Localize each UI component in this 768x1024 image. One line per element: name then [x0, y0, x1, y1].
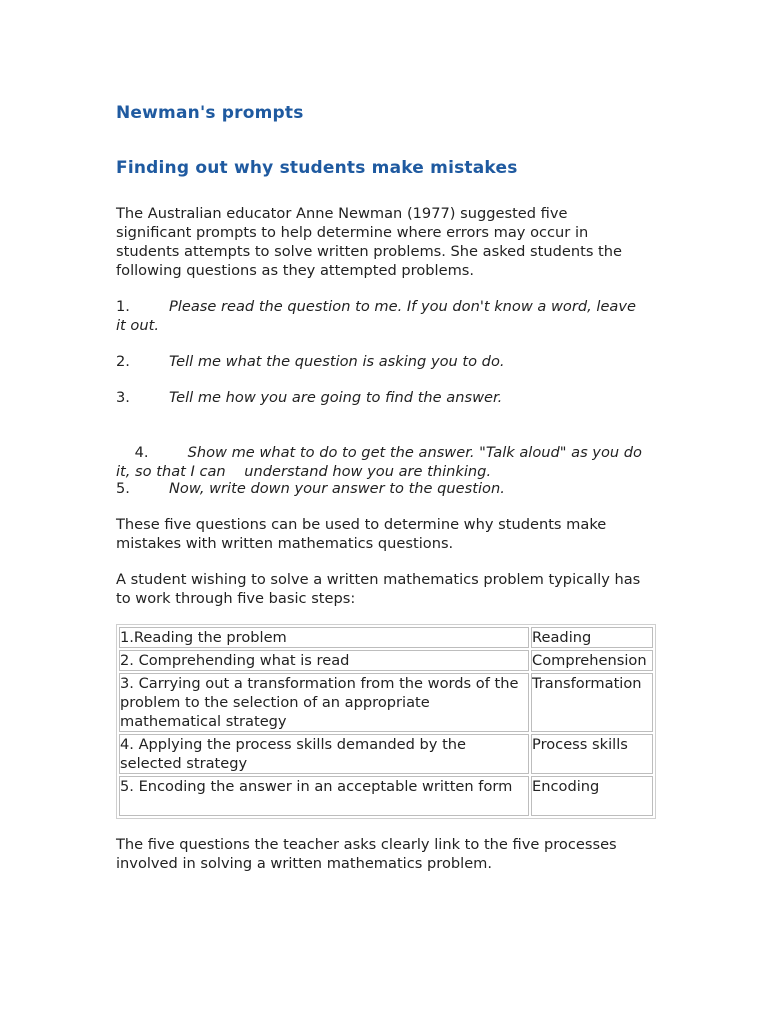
prompt-number: 2.: [116, 353, 130, 370]
prompt-text: Tell me what the question is asking you to do.: [169, 353, 505, 370]
table-row: [119, 650, 653, 671]
process-cell: Comprehension: [531, 650, 653, 671]
prompt-text: Please read the question to me. If you don't know a word, leave it out.: [116, 298, 636, 334]
prompt-number: 5.: [116, 480, 130, 497]
table-row: [119, 627, 653, 648]
step-cell: 2. Comprehending what is read: [119, 650, 529, 671]
prompt-text: Tell me how you are going to find the answer.: [169, 389, 503, 406]
prompt-item: [116, 479, 646, 498]
process-cell: Reading: [531, 627, 653, 648]
prompt-item: [116, 352, 646, 371]
prompts-summary-paragraph: These five questions can be used to determine why students make mistakes with written mathematics questions.: [116, 516, 607, 552]
step-cell: 5. Encoding the answer in an acceptable written form: [119, 776, 529, 816]
page-subtitle: Finding out why students make mistakes: [116, 158, 518, 178]
page-title: Newman's prompts: [116, 103, 304, 123]
step-cell: 4. Applying the process skills demanded by the selected strategy: [119, 734, 529, 774]
table-row: [119, 776, 653, 816]
conclusion-paragraph: The five questions the teacher asks clearly link to the five processes involved in solving a written mathematics problem.: [116, 836, 617, 872]
prompt-text: Now, write down your answer to the question.: [169, 480, 505, 497]
process-cell: Process skills: [531, 734, 653, 774]
intro-paragraph: The Australian educator Anne Newman (1977) suggested five significant prompts to help determine where errors may occur in students attempts to solve written problems. She asked students the following questions as they attempted problems.: [116, 205, 623, 279]
step-cell: 1.Reading the problem: [119, 627, 529, 648]
step-cell: 3. Carrying out a transformation from the words of the problem to the selection of an appropriate mathematical strategy: [119, 673, 529, 732]
process-cell: Encoding: [531, 776, 653, 816]
steps-table: [116, 624, 656, 819]
steps-intro-paragraph: A student wishing to solve a written mathematics problem typically has to work through five basic steps:: [116, 571, 641, 607]
prompt-text: Show me what to do to get the answer. "Talk aloud" as you do it, so that I can understand how you are thinking.: [116, 444, 647, 480]
table-row: [119, 673, 653, 732]
prompt-number: 1.: [116, 298, 130, 315]
prompt-item: [116, 297, 646, 335]
table-row: [119, 734, 653, 774]
prompt-item: [116, 388, 646, 407]
prompt-number: 3.: [116, 389, 130, 406]
process-cell: Transformation: [531, 673, 653, 732]
prompt-number: 4.: [134, 444, 149, 461]
